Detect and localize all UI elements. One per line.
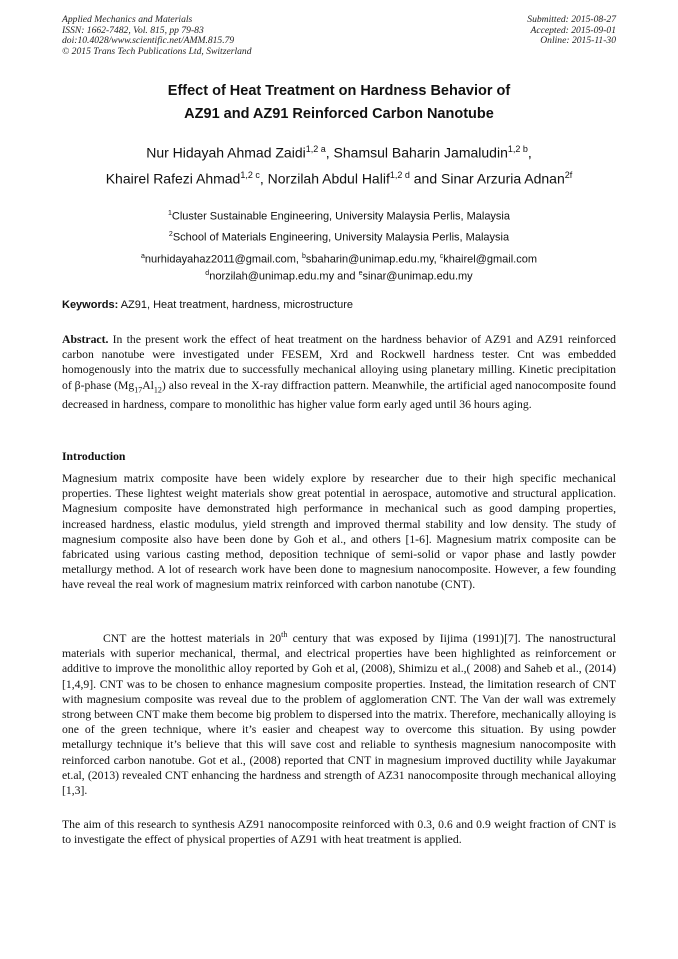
author-line-1 (40, 138, 638, 164)
email-mark: c (439, 253, 444, 260)
author-separator: , (527, 144, 532, 161)
email-mark: d (205, 269, 210, 277)
email-link[interactable]: nurhidayahaz2011@gmail.com, (144, 253, 303, 266)
title-line-1: Effect of Heat Treatment on Hardness Behavior of (167, 83, 511, 99)
abstract-text: In the present work the effect of heat treatment on the hardness behavior of AZ91 and AZ91 reinforced carbon nanotube were investigated under FESEM, Xrd and Rockwell hardness tester. Cnt was embedded homogenously into the matrix due to successfully mechanical alloying using planetary milling. Kinetic precipitation of β-phase (Mg (62, 333, 616, 392)
author-emails (40, 250, 638, 283)
author-and: and (409, 170, 441, 187)
section-heading-introduction: Introduction (62, 450, 126, 463)
subscript: 12 (153, 384, 162, 394)
author-list (40, 138, 638, 189)
author-affil-mark: 1,2 d (389, 169, 410, 180)
journal-name: Applied Mechanics and Materials (62, 14, 193, 25)
journal-header-left (62, 15, 252, 57)
paragraph: Magnesium matrix composite have been widely explore by researcher due to their high specific mechanical properties. These lightest weight materials show great potential in aerospace, automotive and structural application. Magnesium composite have demonstrated high performance in mechanical such as good damping properties, increased hardness, elastic modulus, yield strength and improved thermal stability and low density. The study of magnesium composite also have been done by Goh et al., and others [1-6]. Magnesium matrix composite can be fabricated using various casting method, deposition technique of semi-solid or vapor phase and lastly powder metallurgy method. A lot of research work have been done to magnesium nanocomposite. However, a few founding have reveal the real work of magnesium matrix reinforced with carbon nanotube (CNT). (62, 472, 616, 592)
keywords-text: AZ91, Heat treatment, hardness, microstructure (118, 299, 354, 311)
email-mark: a (141, 253, 145, 260)
email-mark: e (358, 269, 363, 277)
paragraph-text: century that was exposed by Iijima (1991)[7]. The nanostructural materials with superior mechanical, thermal, and electrical properties have been highlighted as reinforcement or additive to improve the monolithic alloy reported by Goh et al, (2008), Shimizu et al.,( 2008) and Saheb et al., (2014)[1,4,9]. CNT was to be chosen to enhance magnesium composite properties. Instead, the limitation research of CNT with magnesium composite was reveal due to the problem of agglomeration CNT. The Van der wall was extremely strong between CNT make them become big problem to dispersed into the matrix. Therefore, mechanically alloying is one of the green technique, where it’s easier and cheapest way to overcome this situation. By using powder metallurgy technique it’s believe that this will save cost and reliable to synthesis magnesium nanocomposite with reinforced carbon nanotube. Got et al., (2008) reported that CNT in magnesium improved ductility while Jayakumar et.al, (2013) revealed CNT enhancing the hardness and strength of AZ31 nanocomposite through mechanical alloying [1,3]. (62, 631, 616, 797)
journal-copyright: © 2015 Trans Tech Publications Ltd, Switzerland (62, 45, 252, 57)
affiliation-text: School of Materials Engineering, University Malaysia Perlis, Malaysia (172, 231, 510, 244)
accepted-date: Accepted: 2015-09-01 (530, 24, 616, 36)
superscript: th (281, 630, 288, 639)
abstract-label: Abstract. (62, 333, 109, 346)
author-affil-mark: 2f (564, 169, 573, 180)
email-link[interactable]: khairel@gmail.com (443, 253, 537, 266)
email-link[interactable]: sinar@unimap.edu.my (362, 270, 473, 283)
email-line-1 (40, 250, 638, 267)
paper-title (40, 80, 638, 126)
affiliation-1 (40, 207, 638, 224)
affiliation-text: Cluster Sustainable Engineering, University Malaysia Perlis, Malaysia (171, 210, 510, 223)
submitted-date: Submitted: 2015-08-27 (527, 14, 616, 25)
keywords (62, 298, 617, 312)
author-name: Nur Hidayah Ahmad Zaidi (146, 144, 306, 161)
affiliation-2 (40, 228, 638, 245)
author-name: Shamsul Baharin Jamaludin (333, 144, 508, 161)
author-affil-mark: 1,2 c (240, 169, 260, 180)
email-mark: b (302, 253, 306, 260)
journal-issn: ISSN: 1662-7482, Vol. 815, pp 79-83 (62, 24, 204, 36)
email-link[interactable]: norzilah@unimap.edu.my and (209, 270, 359, 283)
abstract-text: ) also reveal in the X-ray diffraction pattern. Meanwhile, the artificial aged nanocomposite found decreased in hardness, compare to monolithic has higher value form early aged until 36 hours aging. (62, 378, 616, 412)
paragraph: The aim of this research to synthesis AZ91 nanocomposite reinforced with 0.3, 0.6 and 0.9 weight fraction of CNT is to investigate the effect of physical properties of AZ91 with heat treatment is applied. (62, 818, 616, 847)
author-name: Norzilah Abdul Halif (267, 170, 390, 187)
subscript: 17 (134, 384, 143, 394)
author-separator: , (259, 170, 268, 187)
email-link[interactable]: sbaharin@unimap.edu.my, (305, 253, 440, 266)
author-name: Sinar Arzuria Adnan (441, 170, 565, 187)
journal-doi[interactable]: doi:10.4028/www.scientific.net/AMM.815.79 (62, 35, 235, 47)
title-line-2: AZ91 and AZ91 Reinforced Carbon Nanotube (184, 106, 494, 122)
author-separator: , (325, 144, 334, 161)
author-name: Khairel Rafezi Ahmad (105, 170, 241, 187)
keywords-label: Keywords: (62, 299, 119, 311)
abstract-text: Al (142, 378, 154, 392)
affiliation-mark: 1 (168, 210, 172, 217)
author-line-2 (40, 164, 638, 190)
author-affil-mark: 1,2 a (305, 144, 326, 154)
paragraph (62, 627, 616, 798)
affiliation-mark: 2 (168, 231, 173, 238)
abstract (62, 332, 616, 412)
author-affil-mark: 1,2 b (507, 144, 528, 154)
online-date: Online: 2015-11-30 (540, 35, 616, 47)
paragraph-text: CNT are the hottest materials in 20 (103, 631, 282, 645)
email-line-2 (40, 267, 638, 284)
journal-header-right (527, 15, 616, 47)
